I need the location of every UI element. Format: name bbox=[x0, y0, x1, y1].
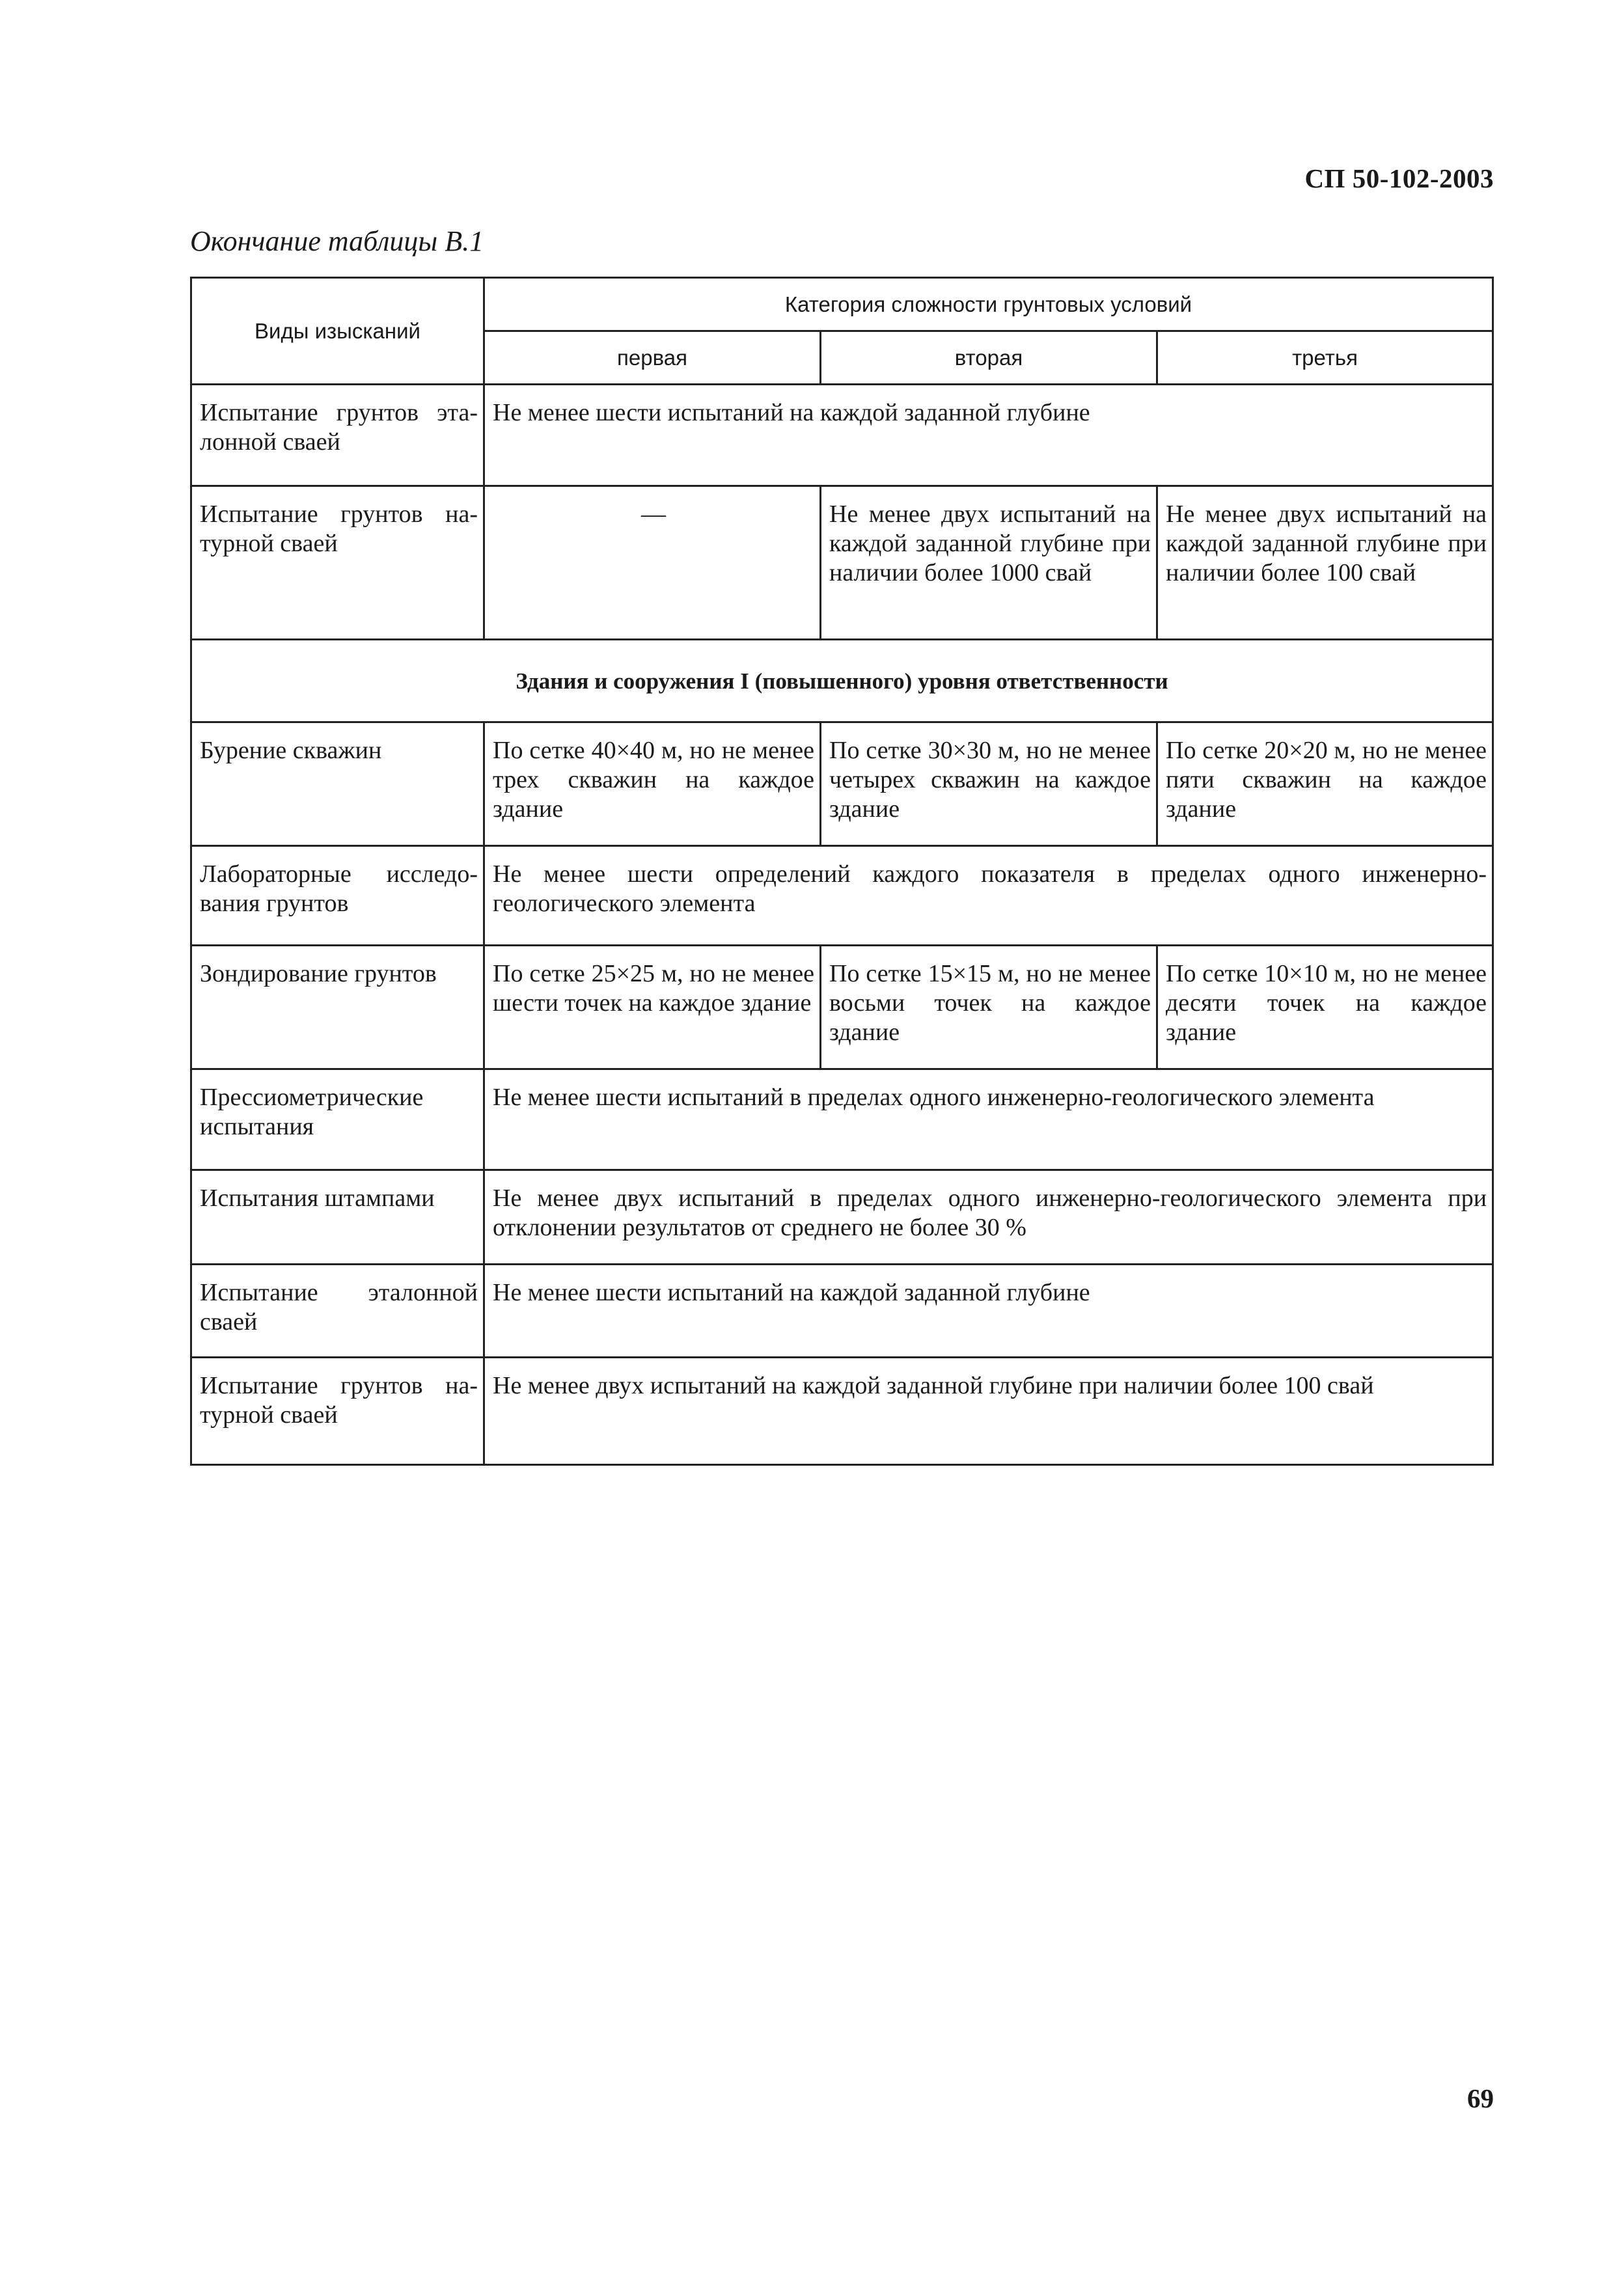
subheader-third: третья bbox=[1157, 331, 1493, 385]
row-value-second: Не менее двух испытаний на каждой заданной глубине при наличии более 1000 свай bbox=[821, 486, 1157, 640]
row-merged-value: Не менее двух испытаний на каждой заданной глубине при наличии более 100 свай bbox=[484, 1358, 1493, 1465]
row-value-first: По сетке 40×40 м, но не менее трех скважин на каждое здание bbox=[484, 722, 821, 846]
page-number: 69 bbox=[1467, 2083, 1494, 2113]
row-value-first: — bbox=[484, 486, 821, 640]
row-label: Испытания штампами bbox=[191, 1170, 484, 1265]
row-merged-value: Не менее шести испытаний на каждой заданной глубине bbox=[484, 1265, 1493, 1358]
row-label: Испытание грунтов эталонной сваей bbox=[191, 385, 484, 486]
row-merged-value: Не менее двух испытаний в пределах одного инженерно-геологического элемента при отклонении результатов от среднего не более 30 % bbox=[484, 1170, 1493, 1265]
table-row bbox=[191, 722, 1493, 846]
row-merged-value: Не менее шести испытаний на каждой заданной глубине bbox=[484, 385, 1493, 486]
table-row bbox=[191, 385, 1493, 486]
header-complexity-category: Категория сложности грунтовых условий bbox=[484, 278, 1493, 331]
row-label: Зондирование грунтов bbox=[191, 946, 484, 1069]
row-value-first: По сетке 25×25 м, но не менее шести точек на каждое здание bbox=[484, 946, 821, 1069]
table-row bbox=[191, 846, 1493, 946]
row-label: Испытание грунтов натурной сваей bbox=[191, 486, 484, 640]
row-value-second: По сетке 30×30 м, но не менее четырех скважин на каждое здание bbox=[821, 722, 1157, 846]
row-label: Бурение скважин bbox=[191, 722, 484, 846]
requirements-table bbox=[190, 277, 1494, 1466]
row-value-third: По сетке 10×10 м, но не менее десяти точек на каждое здание bbox=[1157, 946, 1493, 1069]
table-row bbox=[191, 486, 1493, 640]
row-value-second: По сетке 15×15 м, но не менее восьми точек на каждое здание bbox=[821, 946, 1157, 1069]
table-row bbox=[191, 1358, 1493, 1465]
table-header-row bbox=[191, 278, 1493, 331]
row-merged-value: Не менее шести испытаний в пределах одного инженерно-геологического элемента bbox=[484, 1069, 1493, 1170]
header-survey-types: Виды изысканий bbox=[191, 278, 484, 385]
row-label: Лабораторные исследования грунтов bbox=[191, 846, 484, 946]
table-row bbox=[191, 1069, 1493, 1170]
row-value-third: Не менее двух испытаний на каждой заданной глубине при наличии более 100 свай bbox=[1157, 486, 1493, 640]
table-row bbox=[191, 946, 1493, 1069]
table-row bbox=[191, 1170, 1493, 1265]
table-caption: Окончание таблицы В.1 bbox=[190, 225, 484, 257]
table-row bbox=[191, 1265, 1493, 1358]
section-heading: Здания и сооружения I (повышенного) уровня ответственности bbox=[191, 640, 1493, 722]
row-value-third: По сетке 20×20 м, но не менее пяти скважин на каждое здание bbox=[1157, 722, 1493, 846]
document-code: СП 50-102-2003 bbox=[1304, 163, 1494, 193]
row-label: Испытание эталонной сваей bbox=[191, 1265, 484, 1358]
row-merged-value: Не менее шести определений каждого показателя в пределах одного инженерно-геологического элемента bbox=[484, 846, 1493, 946]
subheader-second: вторая bbox=[821, 331, 1157, 385]
section-row bbox=[191, 640, 1493, 722]
row-label: Испытание грунтов натурной сваей bbox=[191, 1358, 484, 1465]
row-label: Прессиометрические испытания bbox=[191, 1069, 484, 1170]
subheader-first: первая bbox=[484, 331, 821, 385]
